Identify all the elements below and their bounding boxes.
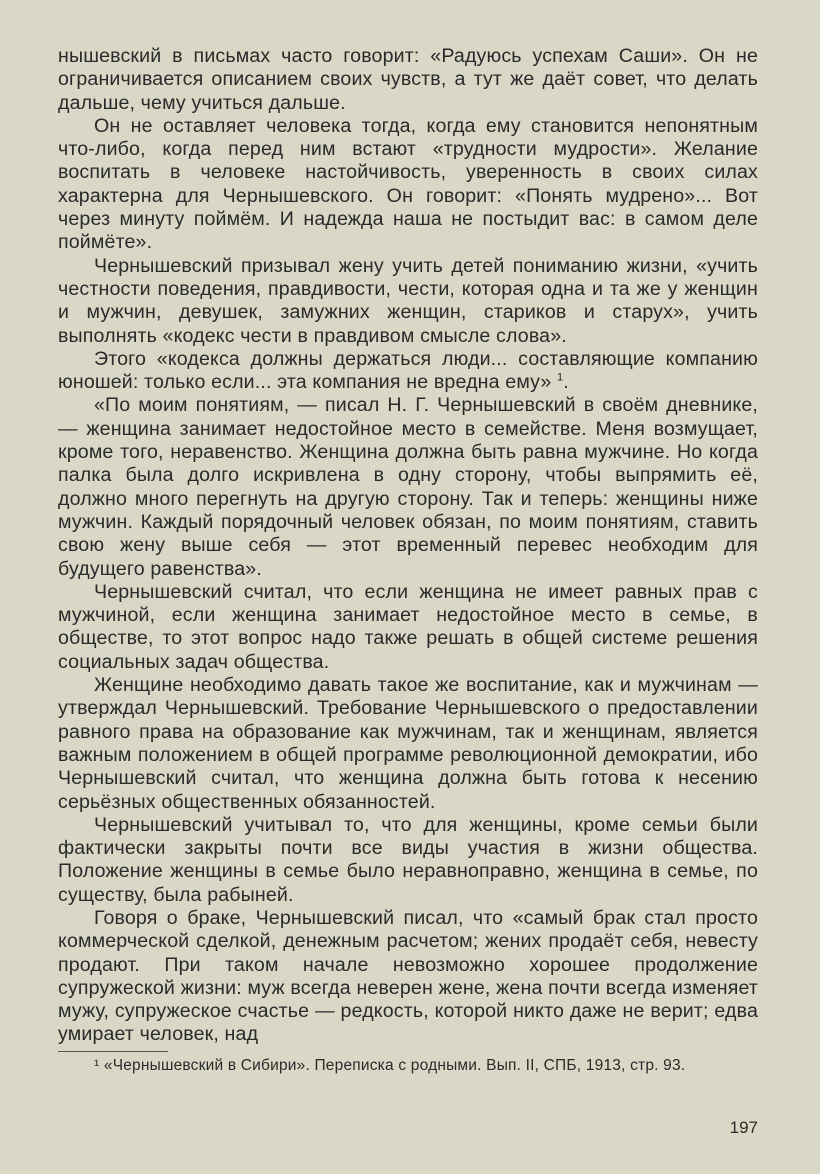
paragraph-6: Чернышевский считал, что если женщина не имеет равных прав с мужчиной, если женщина занимает недостойное место в семье, в обществе, то этот вопрос надо также решать в общей системе решения социальных задач общества. xyxy=(58,580,758,673)
paragraph-7: Женщине необходимо давать такое же воспитание, как и мужчинам — утверждал Чернышевский. Требование Чернышевского о предоставлении равного права на образование как мужчинам, так и женщинам, является важным положением в общей программе революционной демократии, ибо Чернышевский считал, что женщина должна быть готова к несению серьёзных общественных обязанностей. xyxy=(58,674,758,813)
paragraph-4-text: Этого «кодекса должны держаться люди... составляющие компанию юношей: только если... эта компания не вредна ему» xyxy=(58,347,758,394)
paragraph-2: Он не оставляет человека тогда, когда ему становится непонятным что-либо, когда перед ним встают «трудности мудрости». Желание воспитать в человеке настойчивость, уверенность в своих силах характерна для Чернышевского. Он говорит: «Понять мудрено»... Вот через минуту поймём. И надежда наша не постыдит вас: в самом деле поймёте». xyxy=(58,114,758,254)
paragraph-9: Говоря о браке, Чернышевский писал, что «самый брак стал просто коммерческой сделкой, денежным расчетом; жених продаёт себя, невесту продают. При таком начале невозможно хорошее продолжение супружеской жизни: муж всегда неверен жене, жена почти всегда изменяет мужу, супружеское счастье — редкость, которой никто даже не верит; едва умирает человек, над xyxy=(58,906,758,1046)
page-number: 197 xyxy=(729,1118,758,1137)
paragraph-4: Этого «кодекса должны держаться люди... составляющие компанию юношей: только если... эта компания не вредна ему» $^1$. xyxy=(58,347,758,394)
paragraph-1: нышевский в письмах часто говорит: «Радуюсь успехам Саши». Он не ограничивается описанием своих чувств, а тут же даёт совет, что делать дальше, чему учиться дальше. xyxy=(58,45,758,114)
footnote-divider xyxy=(58,1051,168,1052)
footnote-marker: 1 xyxy=(557,371,564,384)
paragraph-3: Чернышевский призывал жену учить детей пониманию жизни, «учить честности поведения, правдивости, чести, которая одна и та же у женщин и мужчин, девушек, замужних женщин, стариков и старух», учить выполнять «кодекс чести в правдивом смысле слова». xyxy=(58,254,758,347)
paragraph-8: Чернышевский учитывал то, что для женщины, кроме семьи были фактически закрыты почти все виды участия в жизни общества. Положение женщины в семье было неравноправно, женщина в семье, по существу, была рабыней. xyxy=(58,813,758,906)
footnote: ¹ «Чернышевский в Сибири». Переписка с родными. Вып. II, СПБ, 1913, стр. 93. xyxy=(94,1056,686,1074)
paragraph-5: «По моим понятиям, — писал Н. Г. Чернышевский в своём дневнике, — женщина занимает недостойное место в семействе. Меня возмущает, кроме того, неравенство. Женщина должна быть равна мужчине. Но когда палка была долго искривлена в одну сторону, чтобы выпрямить её, должно много перегнуть на другую сторону. Так и теперь: женщины ниже мужчин. Каждый порядочный человек обязан, по моим понятиям, ставить свою жену выше себя — этот временный перевес необходим для будущего равенства». xyxy=(58,394,758,580)
